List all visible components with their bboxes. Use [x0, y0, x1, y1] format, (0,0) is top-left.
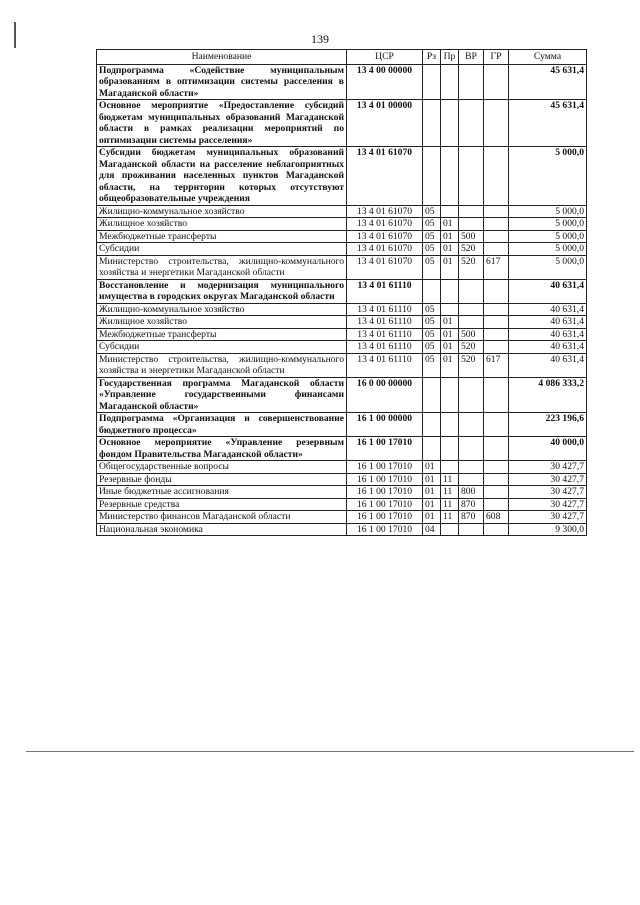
row-sum: 40 631,4 — [509, 341, 587, 354]
row-name: Иные бюджетные ассигнования — [97, 486, 347, 499]
table-header-row — [97, 50, 587, 65]
row-rz: 05 — [423, 341, 441, 354]
row-sum: 45 631,4 — [509, 64, 587, 100]
row-rz — [423, 100, 441, 147]
row-sum: 30 427,7 — [509, 486, 587, 499]
row-vr — [459, 377, 484, 413]
row-gr — [484, 205, 509, 218]
row-gr — [484, 279, 509, 303]
row-rz: 05 — [423, 243, 441, 256]
row-csr: 16 1 00 17010 — [347, 511, 423, 524]
row-rz: 04 — [423, 523, 441, 536]
column-header-csr: ЦСР — [347, 50, 423, 65]
row-name: Восстановление и модернизация муниципального имущества в городских округах Магаданской области — [97, 279, 347, 303]
table-row — [97, 341, 587, 354]
row-vr: 870 — [459, 511, 484, 524]
row-pr: 01 — [441, 218, 459, 231]
row-name: Субсидии — [97, 243, 347, 256]
row-vr — [459, 316, 484, 329]
table-row — [97, 353, 587, 377]
row-rz — [423, 377, 441, 413]
row-csr: 16 0 00 00000 — [347, 377, 423, 413]
row-name: Национальная экономика — [97, 523, 347, 536]
row-gr — [484, 377, 509, 413]
row-vr — [459, 523, 484, 536]
row-pr: 01 — [441, 341, 459, 354]
row-vr — [459, 64, 484, 100]
row-csr: 13 4 01 61110 — [347, 341, 423, 354]
row-vr — [459, 303, 484, 316]
row-name: Основное мероприятие «Предоставление субсидий бюджетам муниципальных образований Магаданской области в рамках реализации мероприятий по оптимизации системы расселения» — [97, 100, 347, 147]
row-gr — [484, 218, 509, 231]
row-vr: 870 — [459, 498, 484, 511]
row-rz: 05 — [423, 218, 441, 231]
row-name: Жилищное хозяйство — [97, 316, 347, 329]
table-row — [97, 147, 587, 206]
row-rz: 01 — [423, 498, 441, 511]
row-rz — [423, 147, 441, 206]
row-name: Министерство финансов Магаданской области — [97, 511, 347, 524]
row-name: Межбюджетные трансферты — [97, 328, 347, 341]
row-vr — [459, 205, 484, 218]
row-rz: 01 — [423, 511, 441, 524]
row-vr: 520 — [459, 353, 484, 377]
table-row — [97, 316, 587, 329]
row-vr: 500 — [459, 230, 484, 243]
row-name: Резервные фонды — [97, 473, 347, 486]
row-pr — [441, 205, 459, 218]
row-sum: 30 427,7 — [509, 511, 587, 524]
table-row — [97, 461, 587, 474]
row-csr: 16 1 00 17010 — [347, 461, 423, 474]
row-rz — [423, 279, 441, 303]
row-pr: 01 — [441, 316, 459, 329]
row-sum: 5 000,0 — [509, 205, 587, 218]
table-row — [97, 498, 587, 511]
row-pr: 01 — [441, 243, 459, 256]
table-row — [97, 523, 587, 536]
row-csr: 16 1 00 00000 — [347, 413, 423, 437]
row-pr — [441, 64, 459, 100]
row-pr — [441, 461, 459, 474]
row-gr — [484, 498, 509, 511]
row-gr — [484, 473, 509, 486]
row-sum: 4 086 333,2 — [509, 377, 587, 413]
row-sum: 40 631,4 — [509, 328, 587, 341]
row-csr: 13 4 01 61070 — [347, 243, 423, 256]
row-rz: 05 — [423, 205, 441, 218]
row-sum: 30 427,7 — [509, 473, 587, 486]
row-name: Министерство строительства, жилищно-коммунального хозяйства и энергетики Магаданской области — [97, 353, 347, 377]
row-vr — [459, 147, 484, 206]
row-pr: 01 — [441, 255, 459, 279]
row-sum: 9 300,0 — [509, 523, 587, 536]
row-name: Основное мероприятие «Управление резервным фондом Правительства Магаданской области» — [97, 437, 347, 461]
row-sum: 40 631,4 — [509, 279, 587, 303]
row-gr — [484, 523, 509, 536]
column-header-vr: ВР — [459, 50, 484, 65]
row-gr — [484, 328, 509, 341]
row-name: Резервные средства — [97, 498, 347, 511]
row-pr — [441, 523, 459, 536]
row-pr: 11 — [441, 486, 459, 499]
row-gr — [484, 303, 509, 316]
row-vr: 520 — [459, 255, 484, 279]
row-csr: 13 4 01 61070 — [347, 205, 423, 218]
row-vr: 800 — [459, 486, 484, 499]
column-header-pr: Пр — [441, 50, 459, 65]
row-name: Министерство строительства, жилищно-коммунального хозяйства и энергетики Магаданской области — [97, 255, 347, 279]
row-vr — [459, 473, 484, 486]
row-csr: 16 1 00 17010 — [347, 523, 423, 536]
row-vr: 500 — [459, 328, 484, 341]
row-name: Субсидии бюджетам муниципальных образований Магаданской области на расселение неблагоприятных для проживания населенных пунктов Магаданской области, на территории которых отсутствуют общеобразовательные учреждения — [97, 147, 347, 206]
row-sum: 30 427,7 — [509, 461, 587, 474]
table-row — [97, 255, 587, 279]
row-sum: 5 000,0 — [509, 243, 587, 256]
table-row — [97, 486, 587, 499]
row-sum: 40 631,4 — [509, 303, 587, 316]
row-pr — [441, 413, 459, 437]
table-row — [97, 100, 587, 147]
row-vr — [459, 413, 484, 437]
row-rz — [423, 437, 441, 461]
row-pr — [441, 147, 459, 206]
budget-table — [96, 49, 587, 536]
row-pr: 11 — [441, 498, 459, 511]
row-pr: 01 — [441, 353, 459, 377]
row-csr: 13 4 01 61070 — [347, 255, 423, 279]
row-csr: 16 1 00 17010 — [347, 498, 423, 511]
row-gr — [484, 341, 509, 354]
column-header-rz: Рз — [423, 50, 441, 65]
row-pr — [441, 279, 459, 303]
row-sum: 40 631,4 — [509, 353, 587, 377]
row-pr: 11 — [441, 473, 459, 486]
row-gr: 608 — [484, 511, 509, 524]
row-gr — [484, 64, 509, 100]
row-name: Подпрограмма «Содействие муниципальным образованиям в оптимизации системы расселения в Магаданской области» — [97, 64, 347, 100]
row-csr: 16 1 00 17010 — [347, 473, 423, 486]
row-rz — [423, 413, 441, 437]
row-gr: 617 — [484, 255, 509, 279]
table-row — [97, 413, 587, 437]
row-sum: 30 427,7 — [509, 498, 587, 511]
row-vr — [459, 279, 484, 303]
row-sum: 223 196,6 — [509, 413, 587, 437]
row-vr: 520 — [459, 243, 484, 256]
row-pr: 01 — [441, 328, 459, 341]
table-row — [97, 473, 587, 486]
row-pr: 01 — [441, 230, 459, 243]
row-name: Государственная программа Магаданской области «Управление государственными финансами Магаданской области» — [97, 377, 347, 413]
row-gr — [484, 437, 509, 461]
row-rz: 01 — [423, 461, 441, 474]
row-rz: 05 — [423, 230, 441, 243]
row-rz: 01 — [423, 486, 441, 499]
row-csr: 16 1 00 17010 — [347, 437, 423, 461]
row-csr: 13 4 01 00000 — [347, 100, 423, 147]
row-sum: 5 000,0 — [509, 147, 587, 206]
row-pr — [441, 303, 459, 316]
row-vr — [459, 100, 484, 147]
row-csr: 13 4 01 61110 — [347, 279, 423, 303]
row-name: Жилищное хозяйство — [97, 218, 347, 231]
row-pr — [441, 377, 459, 413]
table-row — [97, 64, 587, 100]
row-vr: 520 — [459, 341, 484, 354]
row-name: Субсидии — [97, 341, 347, 354]
row-sum: 5 000,0 — [509, 218, 587, 231]
column-header-sum: Сумма — [509, 50, 587, 65]
row-pr — [441, 437, 459, 461]
row-vr — [459, 461, 484, 474]
row-name: Жилищно-коммунальное хозяйство — [97, 205, 347, 218]
row-csr: 13 4 01 61070 — [347, 218, 423, 231]
row-name: Жилищно-коммунальное хозяйство — [97, 303, 347, 316]
row-gr — [484, 486, 509, 499]
row-name: Межбюджетные трансферты — [97, 230, 347, 243]
row-rz: 05 — [423, 316, 441, 329]
row-gr — [484, 230, 509, 243]
row-gr — [484, 413, 509, 437]
row-rz: 05 — [423, 328, 441, 341]
table-row — [97, 218, 587, 231]
row-sum: 5 000,0 — [509, 230, 587, 243]
column-header-gr: ГР — [484, 50, 509, 65]
row-gr — [484, 461, 509, 474]
row-csr: 13 4 01 61110 — [347, 316, 423, 329]
table-row — [97, 328, 587, 341]
row-sum: 40 631,4 — [509, 316, 587, 329]
row-gr — [484, 243, 509, 256]
row-rz: 05 — [423, 303, 441, 316]
table-row — [97, 437, 587, 461]
row-pr — [441, 100, 459, 147]
row-name: Общегосударственные вопросы — [97, 461, 347, 474]
column-header-name: Наименование — [97, 50, 347, 65]
row-csr: 13 4 01 61110 — [347, 328, 423, 341]
table-body — [97, 64, 587, 536]
row-vr — [459, 218, 484, 231]
row-gr — [484, 316, 509, 329]
row-csr: 16 1 00 17010 — [347, 486, 423, 499]
table-row — [97, 279, 587, 303]
row-rz: 05 — [423, 255, 441, 279]
table-row — [97, 243, 587, 256]
row-rz — [423, 64, 441, 100]
page-number: 139 — [311, 32, 329, 46]
table-row — [97, 377, 587, 413]
row-name: Подпрограмма «Организация и совершенствование бюджетного процесса» — [97, 413, 347, 437]
row-csr: 13 4 01 61110 — [347, 303, 423, 316]
row-vr — [459, 437, 484, 461]
row-sum: 45 631,4 — [509, 100, 587, 147]
row-sum: 40 000,0 — [509, 437, 587, 461]
row-sum: 5 000,0 — [509, 255, 587, 279]
row-rz: 05 — [423, 353, 441, 377]
table-row — [97, 205, 587, 218]
row-csr: 13 4 01 61070 — [347, 147, 423, 206]
row-csr: 13 4 01 61070 — [347, 230, 423, 243]
row-gr — [484, 100, 509, 147]
table-row — [97, 303, 587, 316]
row-csr: 13 4 00 00000 — [347, 64, 423, 100]
row-pr: 11 — [441, 511, 459, 524]
row-gr — [484, 147, 509, 206]
row-csr: 13 4 01 61110 — [347, 353, 423, 377]
row-rz: 01 — [423, 473, 441, 486]
row-gr: 617 — [484, 353, 509, 377]
table-row — [97, 511, 587, 524]
table-row — [97, 230, 587, 243]
page-bottom-rule — [26, 751, 634, 752]
